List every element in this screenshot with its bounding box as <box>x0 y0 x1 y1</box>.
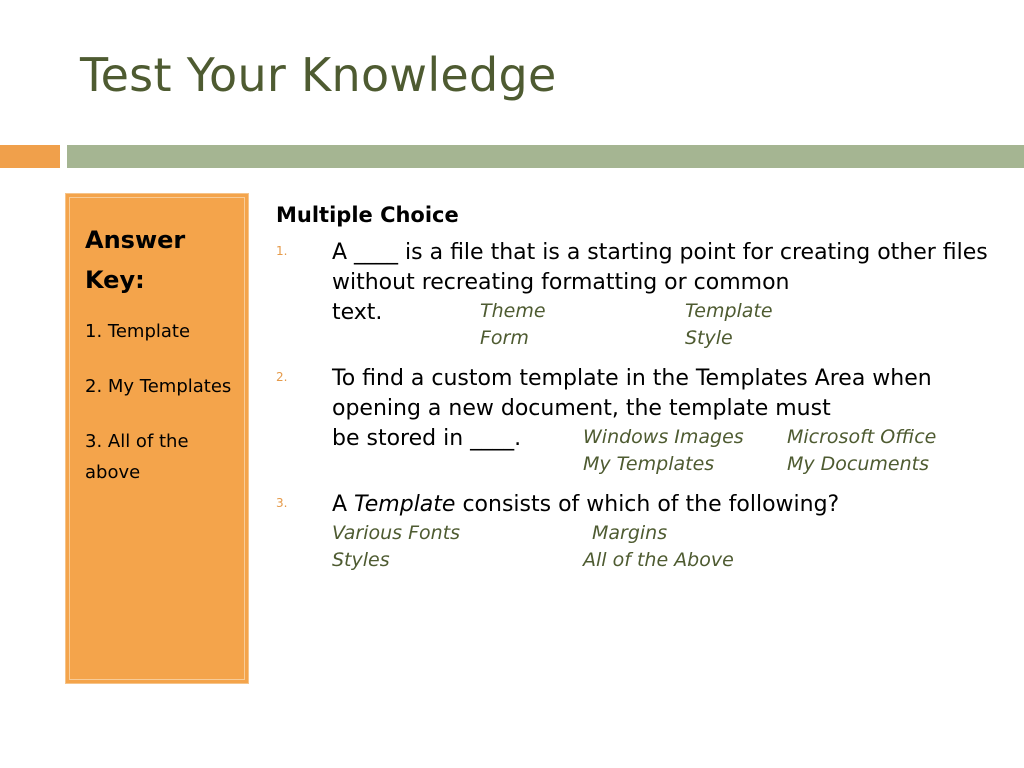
answer-item: 1. Template <box>85 321 191 342</box>
answer-key-box <box>65 193 249 684</box>
question-text-emphasis: Template <box>354 492 456 517</box>
question-2 <box>276 364 996 478</box>
option: Theme <box>480 300 546 322</box>
question-text-post: consists of which of the following? <box>455 492 840 517</box>
question-number: 3. <box>276 496 288 510</box>
answer-item: 3. All of the above <box>85 431 189 483</box>
question-text-end: be stored in ____. <box>332 426 522 451</box>
quiz-content <box>276 200 996 586</box>
option: Windows Images <box>583 426 744 448</box>
question-text-pre: A <box>332 492 355 517</box>
question-3 <box>276 490 996 574</box>
option: Styles <box>332 549 390 571</box>
option: Form <box>480 327 529 349</box>
option: My Documents <box>787 453 930 475</box>
question-number: 2. <box>276 370 288 384</box>
multiple-choice-heading: Multiple Choice <box>276 203 459 227</box>
accent-bar-orange <box>0 145 60 168</box>
question-text <box>332 490 996 520</box>
slide-title: Test Your Knowledge <box>80 48 557 102</box>
question-text-end: text. <box>332 300 383 325</box>
question-number: 1. <box>276 244 288 258</box>
question-1 <box>276 238 996 352</box>
option: All of the Above <box>583 549 734 571</box>
question-text: A ____ is a file that is a starting point for creating other files without recreating formatting or common <box>332 240 988 295</box>
option: Microsoft Office <box>787 426 937 448</box>
option: Various Fonts <box>332 522 461 544</box>
question-text: To find a custom template in the Templates Area when opening a new document, the template must <box>332 366 932 421</box>
option: My Templates <box>583 453 715 475</box>
option: Margins <box>592 522 668 544</box>
answer-key-heading: Answer Key: <box>85 226 186 294</box>
accent-bar-green <box>67 145 1024 168</box>
answer-item: 2. My Templates <box>85 376 232 397</box>
option: Template <box>685 300 773 322</box>
option: Style <box>685 327 733 349</box>
